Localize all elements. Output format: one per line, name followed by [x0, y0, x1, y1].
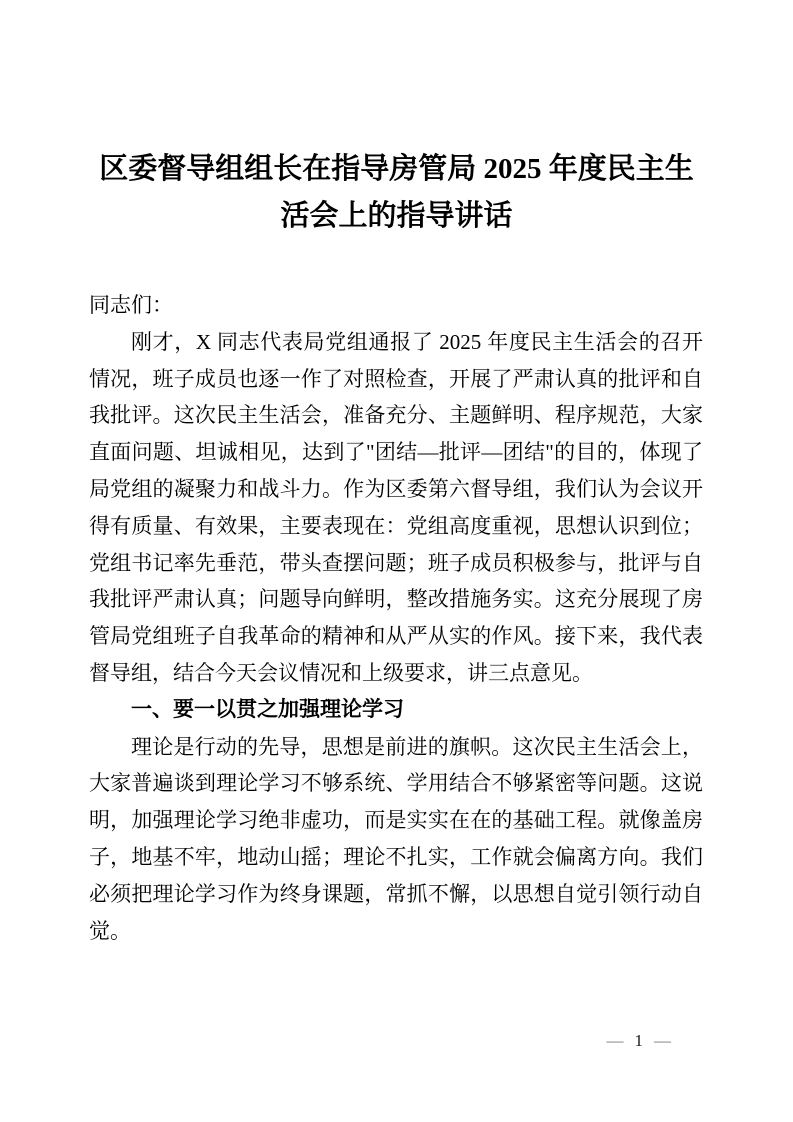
salutation: 同志们： [89, 293, 173, 317]
page-number-value: 1 [634, 1031, 644, 1050]
document-body [89, 287, 703, 949]
document-title: 区委督导组组长在指导房管局 2025 年度民主生活会上的指导讲话 [99, 153, 694, 232]
section-1-paragraph: 理论是行动的先导，思想是前进的旗帜。这次民主生活会上，大家普遍谈到理论学习不够系统、学用结合不够紧密等问题。这说明，加强理论学习绝非虚功，而是实实在在的基础工程。就像盖房子，地基不牢，地动山摇；理论不扎实，工作就会偏离方向。我们必须把理论学习作为终身课题，常抓不懈，以思想自觉引领行动自觉。 [89, 734, 703, 943]
section-heading-1: 一、要一以贯之加强理论学习 [131, 697, 404, 721]
page-number-right-dash: — [654, 1031, 672, 1050]
page-number-left-dash: — [606, 1031, 625, 1050]
page-number [607, 1031, 673, 1051]
opening-paragraph: 刚才，X 同志代表局党组通报了 2025 年度民主生活会的召开情况，班子成员也逐一作了对照检查，开展了严肃认真的批评和自我批评。这次民主生活会，准备充分、主题鲜明、程序规范，大家直面问题、坦诚相见，达到了"团结—批评—团结"的目的，体现了局党组的凝聚力和战斗力。作为区委第六督导组，我们认为会议开得有质量、有效果，主要表现在：党组高度重视，思想认识到位；党组书记率先垂范，带头查摆问题；班子成员积极参与，批评与自我批评严肃认真；问题导向鲜明，整改措施务实。这充分展现了房管局党组班子自我革命的精神和从严从实的作风。接下来，我代表督导组，结合今天会议情况和上级要求，讲三点意见。 [89, 329, 703, 685]
